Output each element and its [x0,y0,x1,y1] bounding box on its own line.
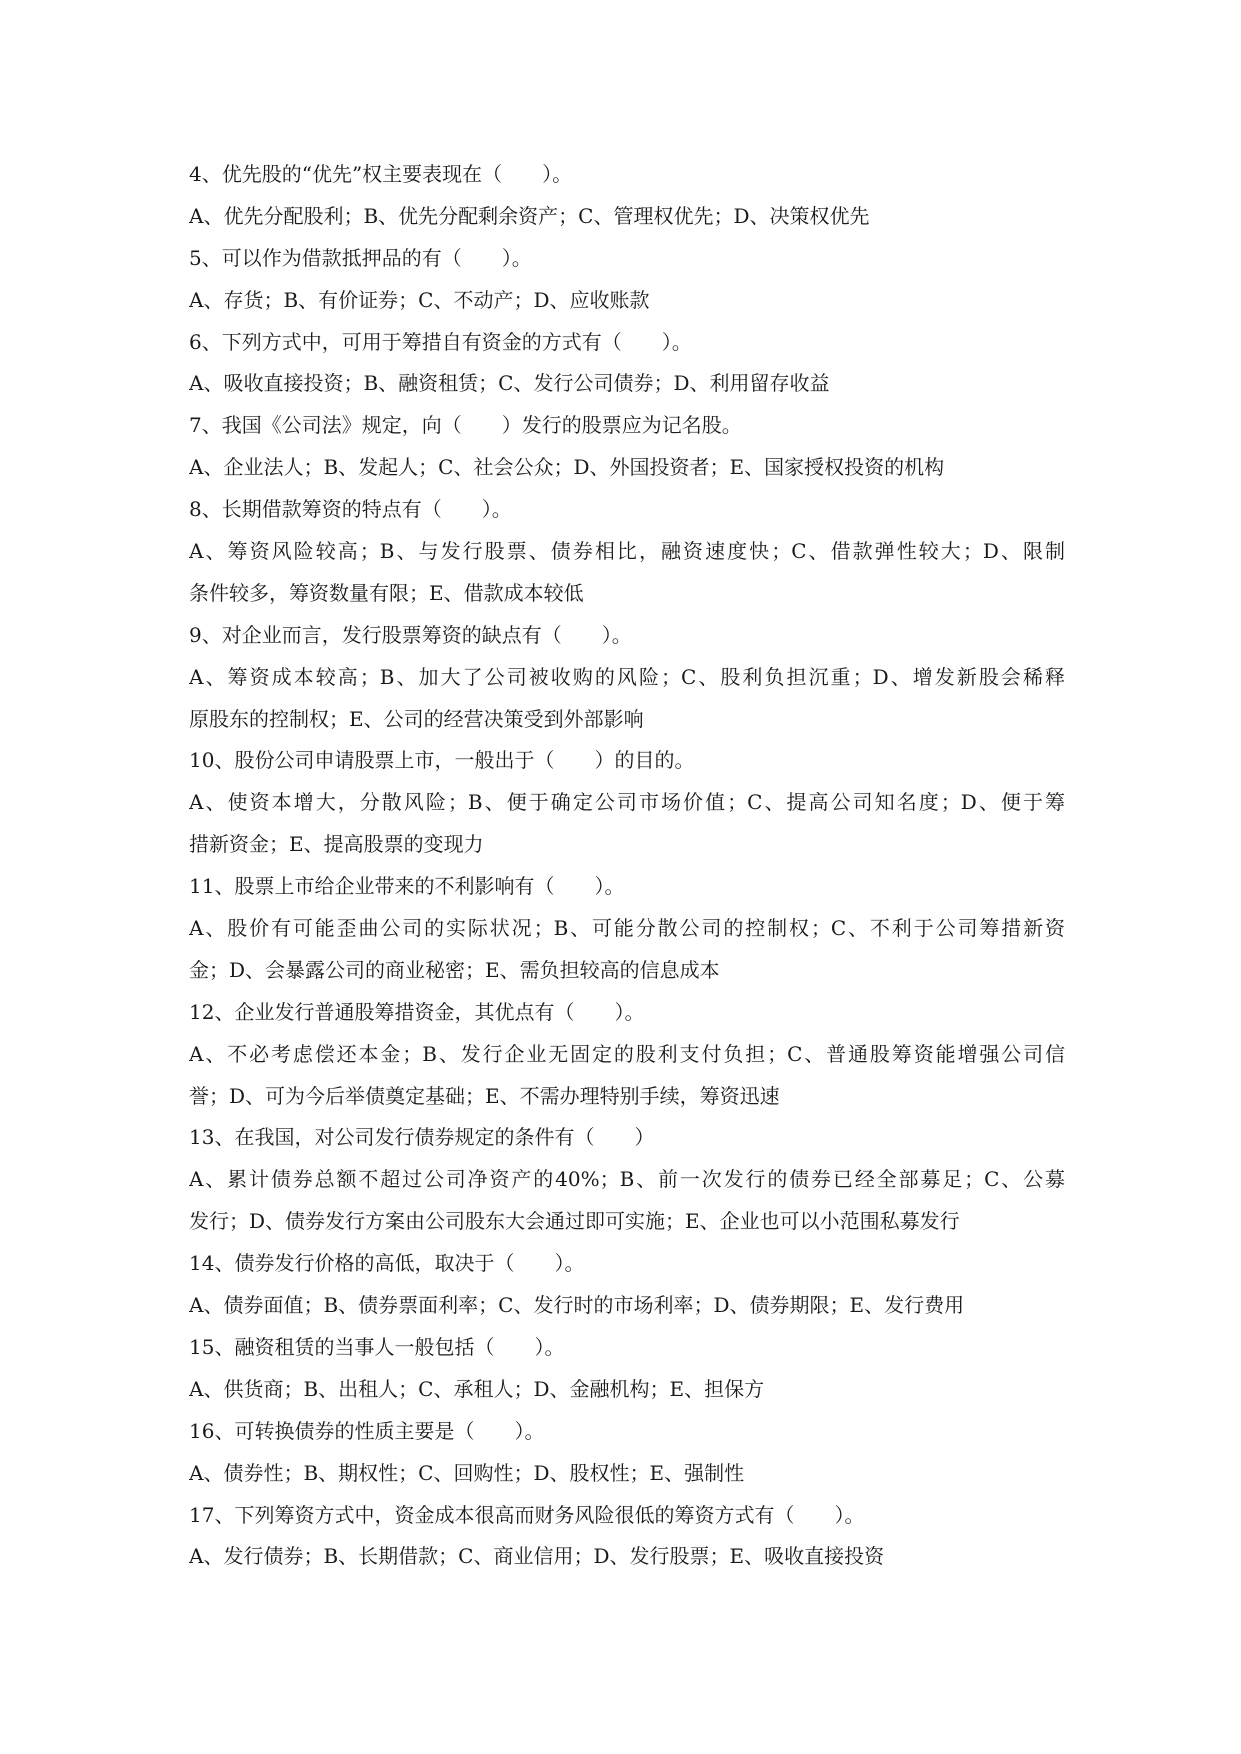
text-line: A、股价有可能歪曲公司的实际状况；B、可能分散公司的控制权；C、不利于公司筹措新资 [189,916,1065,941]
text-line: 12、企业发行普通股筹措资金，其优点有（ ）。 [189,999,645,1024]
text-line: 5、可以作为借款抵押品的有（ ）。 [189,245,532,270]
text-line: A、筹资成本较高；B、加大了公司被收购的风险；C、股利负担沉重；D、增发新股会稀释 [189,664,1065,689]
text-line: 13、在我国，对公司发行债券规定的条件有（ ） [189,1125,655,1150]
text-line: 7、我国《公司法》规定，向（ ）发行的股票应为记名股。 [189,413,742,438]
text-line: 17、下列筹资方式中，资金成本很高而财务风险很低的筹资方式有（ ）。 [189,1502,865,1527]
text-line: A、累计债券总额不超过公司净资产的40%；B、前一次发行的债券已经全部募足；C、公募 [189,1167,1065,1192]
text-line: A、供货商；B、出租人；C、承租人；D、金融机构；E、担保方 [189,1376,765,1401]
document-page [189,154,1065,1578]
text-line: A、企业法人；B、发起人；C、社会公众；D、外国投资者；E、国家授权投资的机构 [189,455,945,480]
text-line: A、债券面值；B、债券票面利率；C、发行时的市场利率；D、债券期限；E、发行费用 [189,1293,965,1318]
text-line: 14、债券发行价格的高低，取决于（ ）。 [189,1251,585,1276]
text-line: A、发行债券；B、长期借款；C、商业信用；D、发行股票；E、吸收直接投资 [189,1544,885,1569]
text-line: 发行；D、债券发行方案由公司股东大会通过即可实施；E、企业也可以小范围私募发行 [189,1209,960,1234]
text-line: 原股东的控制权；E、公司的经营决策受到外部影响 [189,706,644,731]
text-line: 6、下列方式中，可用于筹措自有资金的方式有（ ）。 [189,329,692,354]
text-line: 条件较多，筹资数量有限；E、借款成本较低 [189,580,584,605]
text-line: A、债券性；B、期权性；C、回购性；D、股权性；E、强制性 [189,1460,745,1485]
text-line: 金；D、会暴露公司的商业秘密；E、需负担较高的信息成本 [189,957,720,982]
text-line: A、不必考虑偿还本金；B、发行企业无固定的股利支付负担；C、普通股筹资能增强公司信 [189,1041,1065,1066]
text-line: 措新资金；E、提高股票的变现力 [189,832,484,857]
text-line: 誉；D、可为今后举债奠定基础；E、不需办理特别手续，筹资迅速 [189,1083,780,1108]
text-line: 10、股份公司申请股票上市，一般出于（ ）的目的。 [189,748,695,773]
text-line: A、使资本增大，分散风险；B、便于确定公司市场价值；C、提高公司知名度；D、便于筹 [189,790,1065,815]
text-line: A、吸收直接投资；B、融资租赁；C、发行公司债券；D、利用留存收益 [189,371,830,396]
text-line: A、优先分配股利；B、优先分配剩余资产；C、管理权优先；D、决策权优先 [189,203,870,228]
text-line: 9、对企业而言，发行股票筹资的缺点有（ ）。 [189,622,632,647]
text-line: A、筹资风险较高；B、与发行股票、债券相比，融资速度快；C、借款弹性较大；D、限制 [189,539,1065,564]
text-line: 8、长期借款筹资的特点有（ ）。 [189,497,512,522]
text-line: 11、股票上市给企业带来的不利影响有（ ）。 [189,874,625,899]
text-line: 15、融资租赁的当事人一般包括（ ）。 [189,1334,565,1359]
text-line: 16、可转换债券的性质主要是（ ）。 [189,1418,545,1443]
text-line: 4、优先股的“优先”权主要表现在（ ）。 [189,162,573,186]
text-line: A、存货；B、有价证券；C、不动产；D、应收账款 [189,287,650,312]
